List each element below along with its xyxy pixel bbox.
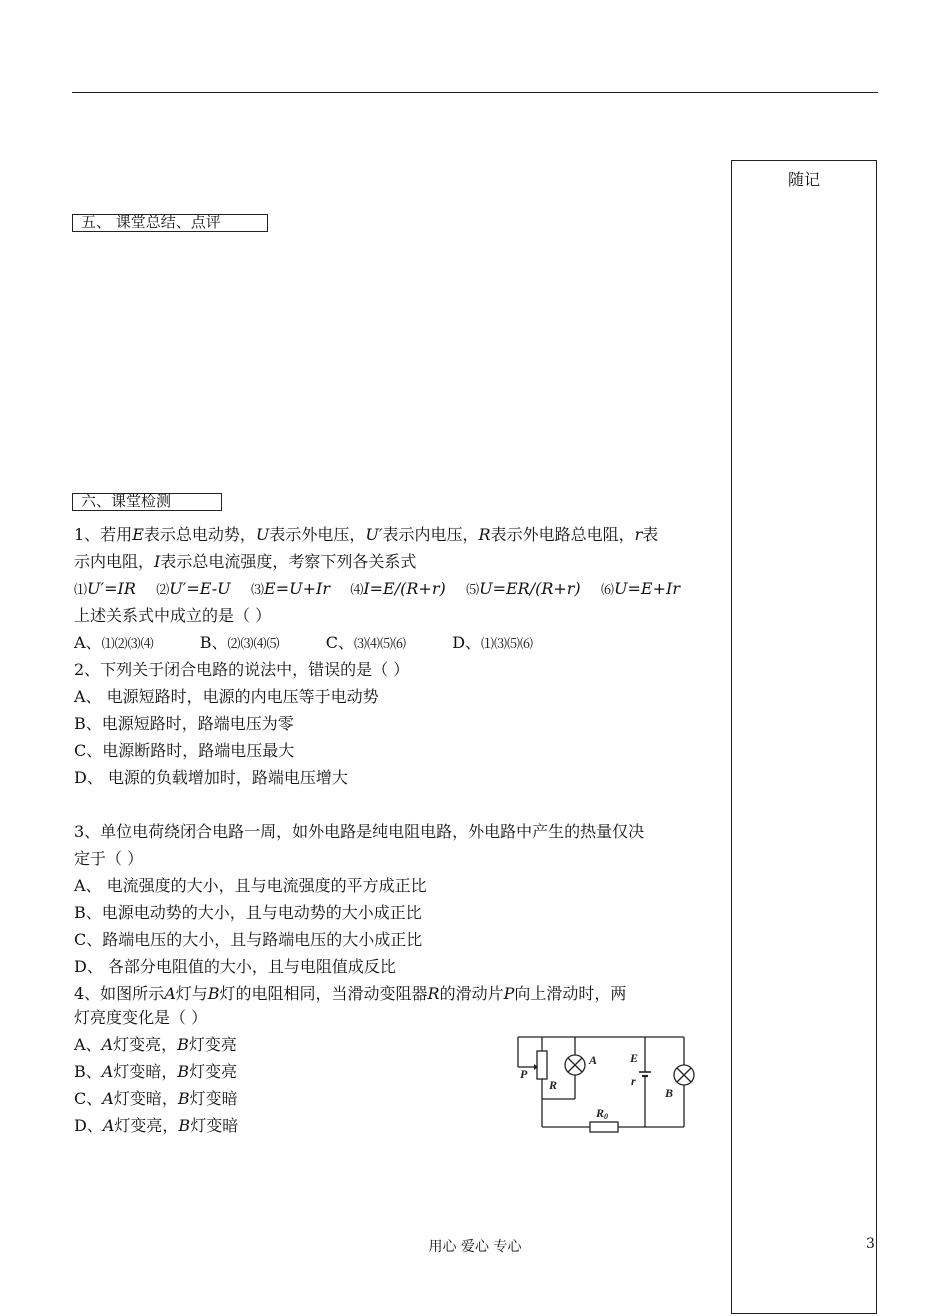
q1-option-c: C、⑶⑷⑸⑹ xyxy=(325,633,406,652)
q3-option-a: A、 电流强度的大小，且与电流强度的平方成正比 xyxy=(74,876,427,895)
circuit-label-a: A xyxy=(589,1053,598,1067)
q4-stem-line1: 4、如图所示A灯与B灯的电阻相同，当滑动变阻器R的滑动片P向上滑动时，两 xyxy=(74,984,627,1003)
page-number: 3 xyxy=(866,1236,875,1252)
q1-relations: ⑴U′=IR ⑵U′=E-U ⑶E=U+Ir ⑷I=E/(R+r) ⑸U=ER/(R+r) ⑹U=E+Ir xyxy=(74,579,680,598)
q3-option-d: D、 各部分电阻值的大小，且与电阻值成反比 xyxy=(74,957,396,976)
q4-option-a: A、A灯变亮，B灯变亮 xyxy=(74,1035,237,1054)
circuit-label-e: E xyxy=(630,1051,639,1065)
circuit-label-p: P xyxy=(520,1067,528,1081)
section-5-heading: 五、 课堂总结、点评 xyxy=(72,214,268,232)
circuit-label-r-internal: r xyxy=(631,1074,636,1088)
q4-option-c: C、A灯变暗，B灯变暗 xyxy=(74,1089,238,1108)
q1-option-d: D、⑴⑶⑸⑹ xyxy=(452,633,534,652)
q1-stem-line2: 示内电阻，I表示总电流强度，考察下列各关系式 xyxy=(74,552,417,571)
notes-sidebar xyxy=(731,160,877,1314)
q2-option-b: B、电源短路时，路端电压为零 xyxy=(74,714,294,733)
section-6-heading: 六、课堂检测 xyxy=(72,493,222,511)
q2-option-d: D、 电源的负载增加时，路端电压增大 xyxy=(74,768,348,787)
q3-option-b: B、电源电动势的大小，且与电动势的大小成正比 xyxy=(74,903,422,922)
q4-stem-line2: 灯亮度变化是（ ） xyxy=(74,1008,208,1027)
circuit-label-r0: R0 xyxy=(596,1106,609,1121)
q1-option-b: B、⑵⑶⑷⑸ xyxy=(199,633,280,652)
circuit-label-r: R xyxy=(549,1078,558,1092)
q2-stem: 2、下列关于闭合电路的说法中，错误的是（ ） xyxy=(74,660,410,679)
q1-options xyxy=(74,633,533,655)
circuit-label-b: B xyxy=(665,1086,674,1100)
q4-option-d: D、A灯变亮，B灯变暗 xyxy=(74,1116,239,1135)
sidebar-title: 随记 xyxy=(787,170,820,189)
q4-option-b: B、A灯变暗，B灯变亮 xyxy=(74,1062,238,1081)
q3-option-c: C、路端电压的大小，且与路端电压的大小成正比 xyxy=(74,930,423,949)
q1-stem-line1: 1、若用E表示总电动势，U表示外电压，U′表示内电压，R表示外电路总电阻，r表 xyxy=(74,525,659,544)
q1-option-a: A、⑴⑵⑶⑷ xyxy=(74,633,154,652)
q3-stem-line2: 定于（ ） xyxy=(74,849,144,868)
q3-stem-line1: 3、单位电荷绕闭合电路一周，如外电路是纯电阻电路，外电路中产生的热量仅决 xyxy=(74,822,645,841)
q2-option-c: C、电源断路时，路端电压最大 xyxy=(74,741,295,760)
footer-slogan: 用心 爱心 专心 xyxy=(428,1239,522,1255)
header-rule xyxy=(72,92,878,93)
q2-option-a: A、 电源短路时，电源的内电压等于电动势 xyxy=(74,687,379,706)
circuit-diagram xyxy=(510,1027,710,1137)
q1-question: 上述关系式中成立的是（ ） xyxy=(74,606,272,625)
